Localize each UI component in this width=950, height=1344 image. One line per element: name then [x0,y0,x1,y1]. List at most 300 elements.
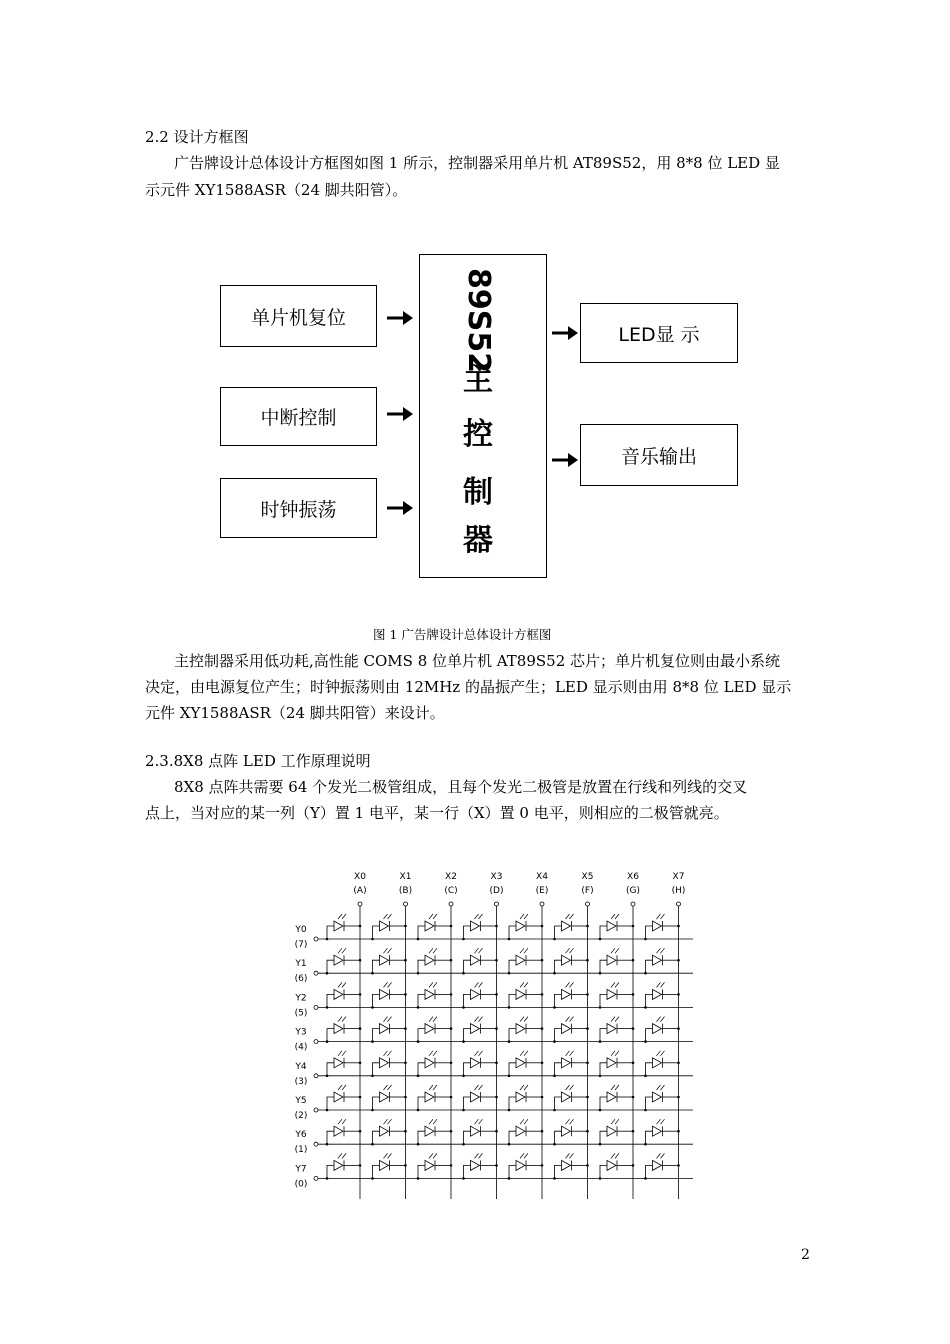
led-light-arrow [384,1153,388,1158]
section-2-2-heading: 2.2 设计方框图 [145,128,249,146]
led-wire [327,1029,334,1042]
junction-dot [417,1143,420,1146]
led-light-arrow [615,1085,619,1090]
junction-dot [450,959,453,962]
junction-dot [677,1164,680,1167]
led-wire [555,994,562,1007]
led-wire [646,1063,653,1076]
reset-box: 单片机复位 [220,285,377,347]
led-diode-icon [607,955,616,965]
led-light-arrow [433,1051,437,1056]
led-wire [464,1063,471,1076]
led-diode-icon [562,1126,571,1136]
led-wire [373,1097,380,1110]
led-diode-icon [516,955,525,965]
led-light-arrow [566,914,570,919]
led-light-arrow [433,1017,437,1022]
led-diode-icon [425,1092,434,1102]
led-light-arrow [479,1017,483,1022]
junction-dot [495,1130,498,1133]
junction-dot [371,1075,374,1078]
led-light-arrow [479,1085,483,1090]
junction-dot [599,1177,602,1180]
led-wire [327,994,334,1007]
led-light-arrow [661,1017,665,1022]
junction-dot [495,1062,498,1065]
led-diode-icon [607,921,616,931]
music-output-box: 音乐输出 [580,424,738,486]
led-wire [646,1097,653,1110]
led-diode-icon [380,1126,389,1136]
led-light-arrow [570,982,574,987]
column-pin-label: (B) [398,886,413,896]
junction-dot [677,959,680,962]
junction-dot [326,1109,329,1112]
section-2-2-paragraph-line-2: 示元件 XY1588ASR（24 脚共阳管）。 [145,181,408,199]
junction-dot [404,993,407,996]
led-diode-icon [380,1024,389,1034]
led-wire [464,1029,471,1042]
led-diode-icon [334,955,343,965]
column-terminal [358,902,362,906]
led-light-arrow [342,1153,346,1158]
column-terminal [404,902,408,906]
led-light-arrow [384,948,388,953]
junction-dot [553,1040,556,1043]
junction-dot [462,1109,465,1112]
junction-dot [644,1006,647,1009]
row-terminal [314,1108,318,1112]
row-pin-label: (6) [294,974,308,985]
junction-dot [359,1027,362,1030]
controller-char-1: 主 [463,363,493,398]
junction-dot [541,925,544,928]
junction-dot [371,1006,374,1009]
led-light-arrow [657,1119,661,1124]
led-diode-icon [516,989,525,999]
column-label: X6 [627,872,639,882]
led-diode-icon [516,1160,525,1170]
led-wire [373,1131,380,1144]
led-diode-icon [425,989,434,999]
row-terminal [314,1005,318,1009]
junction-dot [359,1062,362,1065]
row-terminal [314,1142,318,1146]
column-terminal [495,902,499,906]
led-wire [418,994,425,1007]
junction-dot [508,938,511,941]
led-light-arrow [520,948,524,953]
led-wire [600,960,607,973]
led-diode-icon [334,1024,343,1034]
led-light-arrow [388,1051,392,1056]
led-light-arrow [429,914,433,919]
row-label: Y6 [295,1130,307,1141]
row-label: Y5 [295,1096,307,1106]
junction-dot [462,1006,465,1009]
junction-dot [599,1040,602,1043]
figure-1-caption: 图 1 广告牌设计总体设计方框图 [373,627,552,642]
junction-dot [371,1143,374,1146]
controller-model-label: 89S52 [461,268,496,374]
controller-char-2: 控 [463,417,493,452]
led-diode-icon [334,1092,343,1102]
led-diode-icon [607,1058,616,1068]
led-wire [509,960,516,973]
led-diode-icon [380,921,389,931]
led-light-arrow [388,1119,392,1124]
led-light-arrow [661,1153,665,1158]
led-diode-icon [562,1160,571,1170]
junction-dot [450,1130,453,1133]
junction-dot [508,1006,511,1009]
led-wire [646,1131,653,1144]
led-light-arrow [566,982,570,987]
reset-arrow-icon [385,308,415,328]
led-light-arrow [570,1119,574,1124]
junction-dot [417,1075,420,1078]
junction-dot [404,1130,407,1133]
junction-dot [326,1075,329,1078]
junction-dot [404,1096,407,1099]
led-wire [509,1097,516,1110]
section-2-2-paragraph-line-1: 广告牌设计总体设计方框图如图 1 所示，控制器采用单片机 AT89S52，用 8*8 位 LED 显 [174,154,780,172]
row-terminal [314,1040,318,1044]
led-wire [464,1165,471,1178]
led-wire [555,1097,562,1110]
junction-dot [599,1075,602,1078]
junction-dot [495,1164,498,1167]
led-light-arrow [429,1051,433,1056]
junction-dot [677,1027,680,1030]
led-light-arrow [615,982,619,987]
junction-dot [644,1075,647,1078]
junction-dot [644,1109,647,1112]
junction-dot [677,1096,680,1099]
column-pin-label: (C) [444,886,458,896]
junction-dot [644,972,647,975]
led-wire [418,926,425,939]
led-wire [600,1165,607,1178]
row-terminal [314,971,318,975]
led-wire [555,960,562,973]
row-pin-label: (0) [294,1179,308,1190]
led-diode-icon [471,1058,480,1068]
junction-dot [450,993,453,996]
junction-dot [632,993,635,996]
led-light-arrow [479,1051,483,1056]
led-light-arrow [661,982,665,987]
led-light-arrow [657,948,661,953]
led-light-arrow [338,1085,342,1090]
junction-dot [495,1096,498,1099]
junction-dot [495,959,498,962]
led-wire [418,960,425,973]
led-light-arrow [433,1119,437,1124]
led-diode-icon [653,955,662,965]
junction-dot [508,972,511,975]
junction-dot [553,1109,556,1112]
junction-dot [359,993,362,996]
led-wire [509,994,516,1007]
led-light-arrow [524,1051,528,1056]
led-wire [509,926,516,939]
junction-dot [450,1027,453,1030]
junction-dot [541,1062,544,1065]
led-light-arrow [657,1085,661,1090]
led-diode-icon [653,989,662,999]
junction-dot [371,938,374,941]
page-number: 2 [801,1247,810,1263]
column-label: X4 [536,872,548,882]
led-light-arrow [338,914,342,919]
section-2-3-paragraph-line-2: 点上，当对应的某一列（Y）置 1 电平，某一行（X）置 0 电平，则相应的二极管就亮。 [145,804,729,822]
led-wire [373,926,380,939]
led-light-arrow [570,1085,574,1090]
led-light-arrow [479,1119,483,1124]
led-light-arrow [342,982,346,987]
led-diode-icon [516,1092,525,1102]
led-light-arrow [615,1051,619,1056]
led-wire [600,1029,607,1042]
led-diode-icon [471,955,480,965]
junction-dot [586,1130,589,1133]
interrupt-arrow-icon [385,404,415,424]
led-light-arrow [570,1017,574,1022]
led-light-arrow [388,948,392,953]
led-diode-icon [562,1024,571,1034]
junction-dot [644,938,647,941]
led-diode-icon [607,1126,616,1136]
column-pin-label: (E) [535,886,549,896]
led-light-arrow [388,982,392,987]
junction-dot [599,938,602,941]
junction-dot [371,1109,374,1112]
clock-box: 时钟振荡 [220,478,377,538]
led-wire [555,1029,562,1042]
junction-dot [599,1006,602,1009]
junction-dot [677,925,680,928]
controller-char-3: 制 [463,475,493,510]
junction-dot [508,1040,511,1043]
junction-dot [462,1040,465,1043]
junction-dot [553,972,556,975]
junction-dot [586,1027,589,1030]
junction-dot [541,959,544,962]
led-wire [464,926,471,939]
column-pin-label: (G) [626,886,640,896]
led-light-arrow [429,948,433,953]
led-diode-icon [380,1092,389,1102]
junction-dot [586,925,589,928]
junction-dot [632,1130,635,1133]
led-light-arrow [570,948,574,953]
column-terminal [540,902,544,906]
led-diode-icon [653,921,662,931]
led-light-arrow [524,1085,528,1090]
junction-dot [359,1130,362,1133]
led-diode-icon [516,1058,525,1068]
led-wire [418,1131,425,1144]
row-pin-label: (3) [294,1076,308,1087]
led-light-arrow [615,948,619,953]
column-label: X0 [354,872,366,882]
led-diode-icon [425,1024,434,1034]
row-label: Y4 [295,1061,307,1072]
led-light-arrow [657,914,661,919]
led-light-arrow [388,914,392,919]
led-diode-icon [653,1024,662,1034]
led-light-arrow [520,1085,524,1090]
led-light-arrow [611,1119,615,1124]
column-label: X2 [445,872,457,882]
led-diode-icon [562,955,571,965]
led-wire [509,1063,516,1076]
led-light-arrow [475,948,479,953]
led-wire [600,1097,607,1110]
led-light-arrow [475,1119,479,1124]
junction-dot [450,1096,453,1099]
led-wire [646,960,653,973]
row-label: Y0 [295,925,307,935]
column-pin-label: (F) [581,886,594,896]
led-diode-icon [380,989,389,999]
led-wire [327,960,334,973]
junction-dot [462,938,465,941]
led-light-arrow [566,1119,570,1124]
junction-dot [462,972,465,975]
led-light-arrow [384,982,388,987]
junction-dot [541,1164,544,1167]
led-light-arrow [566,1153,570,1158]
led-light-arrow [479,914,483,919]
led-light-arrow [475,914,479,919]
junction-dot [404,1062,407,1065]
column-terminal [449,902,453,906]
led-light-arrow [524,914,528,919]
led-wire [646,926,653,939]
junction-dot [326,1006,329,1009]
led-light-arrow [611,948,615,953]
junction-dot [677,1130,680,1133]
junction-dot [450,925,453,928]
junction-dot [586,993,589,996]
column-label: X3 [490,872,503,882]
led-light-arrow [475,1017,479,1022]
led-light-arrow [338,1119,342,1124]
led-light-arrow [384,1017,388,1022]
led-light-arrow [524,1153,528,1158]
led-wire [373,1063,380,1076]
led-wire [600,1131,607,1144]
led-diode-icon [607,1092,616,1102]
led-wire [509,1131,516,1144]
interrupt-box: 中断控制 [220,387,377,446]
led-diode-icon [425,1126,434,1136]
led-diode-icon [334,1160,343,1170]
led-light-arrow [570,1153,574,1158]
junction-dot [495,1027,498,1030]
column-pin-label: (D) [489,886,504,896]
row-label: Y7 [295,1164,307,1175]
junction-dot [586,1096,589,1099]
led-diode-icon [607,1024,616,1034]
junction-dot [417,1177,420,1180]
led-wire [418,1165,425,1178]
led-wire [327,1165,334,1178]
led-light-arrow [388,1153,392,1158]
led-light-arrow [611,914,615,919]
junction-dot [371,972,374,975]
junction-dot [326,938,329,941]
row-label: Y1 [295,959,307,970]
led-light-arrow [566,1051,570,1056]
controller-char-4: 器 [463,523,493,558]
junction-dot [371,1177,374,1180]
junction-dot [644,1040,647,1043]
led-wire [327,926,334,939]
junction-dot [326,1177,329,1180]
led-light-arrow [479,982,483,987]
junction-dot [404,1164,407,1167]
junction-dot [632,1062,635,1065]
led-diode-icon [562,989,571,999]
junction-dot [450,1062,453,1065]
led-light-arrow [429,1017,433,1022]
led-light-arrow [661,1085,665,1090]
junction-dot [553,1006,556,1009]
led-light-arrow [342,1085,346,1090]
led-wire [646,1165,653,1178]
led-light-arrow [566,948,570,953]
junction-dot [599,1109,602,1112]
led-light-arrow [338,982,342,987]
section-2-3-heading: 2.3.8X8 点阵 LED 工作原理说明 [145,752,371,770]
led-light-arrow [661,1119,665,1124]
led-wire [509,1029,516,1042]
led-light-arrow [475,1153,479,1158]
led-wire [373,994,380,1007]
junction-dot [404,1027,407,1030]
led-diode-icon [334,1058,343,1068]
led-light-arrow [342,1051,346,1056]
column-pin-label: (H) [671,886,686,896]
led-wire [418,1063,425,1076]
junction-dot [417,1006,420,1009]
led-wire [464,994,471,1007]
led-light-arrow [520,982,524,987]
junction-dot [599,972,602,975]
junction-dot [586,1164,589,1167]
led-light-arrow [388,1085,392,1090]
led-light-arrow [429,1153,433,1158]
led-diode-icon [380,1058,389,1068]
led-wire [600,926,607,939]
junction-dot [553,1075,556,1078]
led-diode-icon [334,921,343,931]
led-diode-icon [471,1160,480,1170]
led-light-arrow [615,1153,619,1158]
led-diode-icon [471,921,480,931]
led-light-arrow [384,1051,388,1056]
row-pin-label: (2) [294,1111,308,1121]
junction-dot [371,1040,374,1043]
led-light-arrow [429,982,433,987]
led-diode-icon [471,1092,480,1102]
junction-dot [417,1040,420,1043]
led-light-arrow [566,1085,570,1090]
junction-dot [553,1143,556,1146]
